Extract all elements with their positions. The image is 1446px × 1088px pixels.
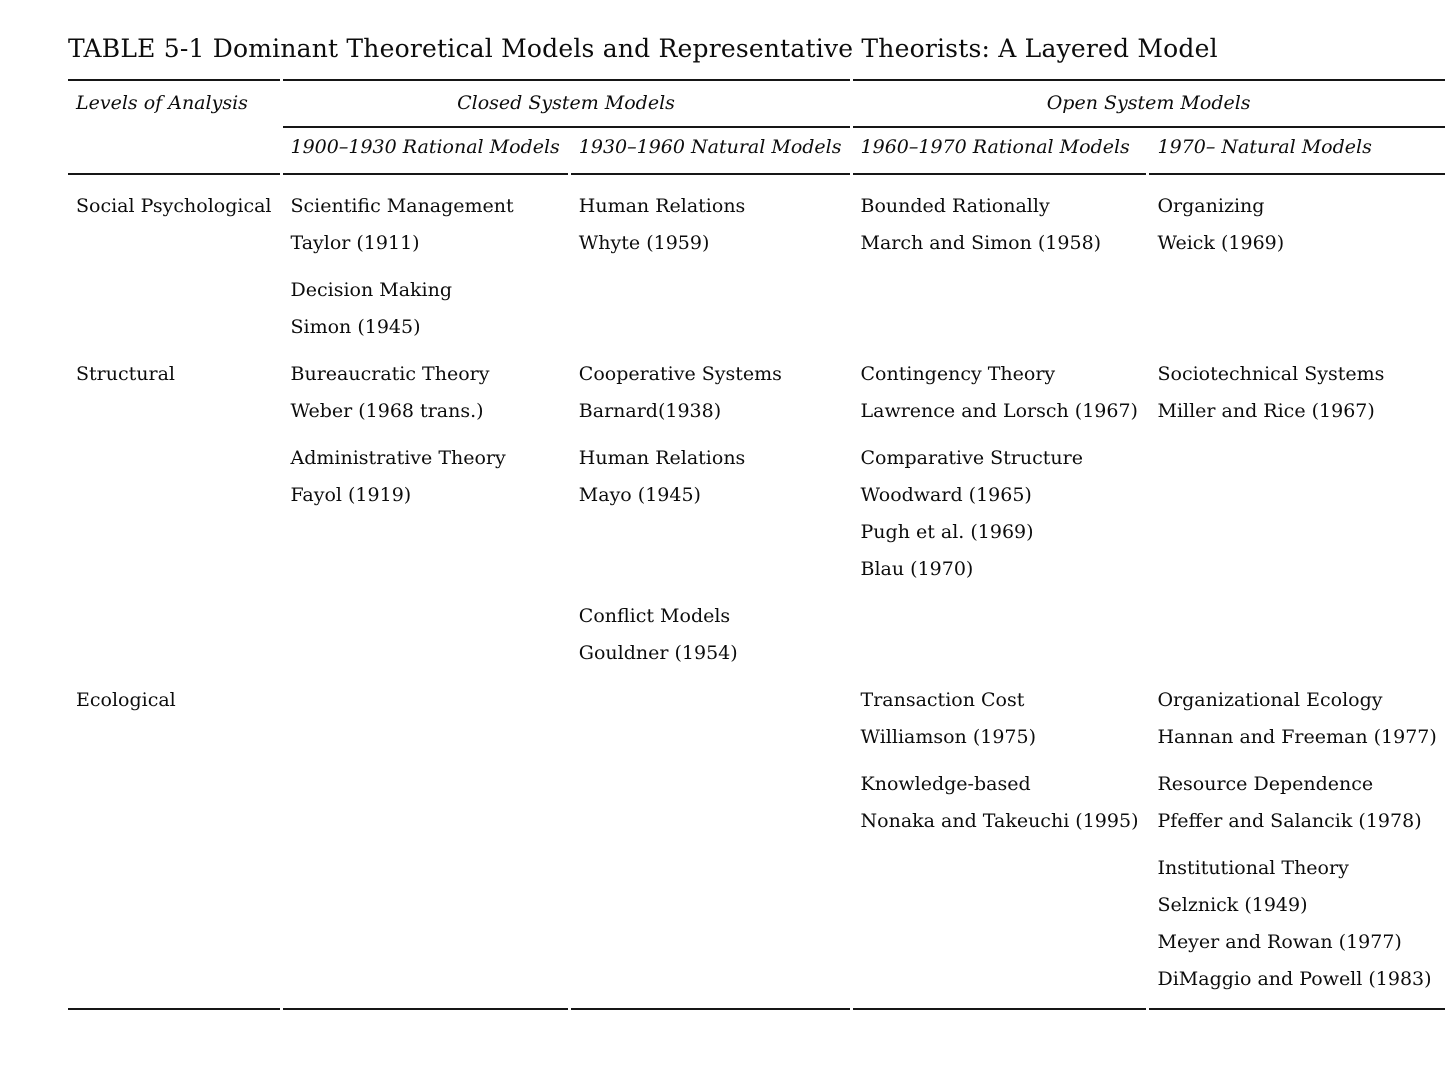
entry-block	[1157, 356, 1436, 430]
empty-cell	[571, 272, 850, 356]
empty-cell	[1149, 272, 1444, 356]
theory-name: Administrative Theory	[290, 447, 506, 469]
empty-cell	[68, 598, 280, 682]
table-cell	[1149, 356, 1444, 440]
theorist-citation: Pfeffer and Salancik (1978)	[1157, 810, 1422, 832]
theorist-citation: Meyer and Rowan (1977)	[1157, 931, 1402, 953]
theory-name: Human Relations	[578, 195, 746, 217]
theorist-citation: Taylor (1911)	[290, 232, 420, 254]
theorist-citation: Weick (1969)	[1157, 232, 1285, 254]
theorist-citation: Selznick (1949)	[1157, 894, 1308, 916]
table-title: TABLE 5-1 Dominant Theoretical Models and Representative Theorists: A Layered Model	[68, 34, 1218, 63]
theory-name: Organizing	[1157, 195, 1265, 217]
theory-name: Bounded Rationally	[860, 195, 1050, 217]
empty-cell	[68, 272, 280, 356]
theorist-citation: Hannan and Freeman (1977)	[1157, 726, 1437, 748]
empty-cell	[283, 850, 568, 1010]
empty-cell	[853, 598, 1147, 682]
theorist-citation: Miller and Rice (1967)	[1157, 400, 1375, 422]
table-cell	[853, 682, 1147, 766]
entry-block	[1157, 766, 1436, 840]
entry-block	[291, 272, 560, 346]
theorist-citation: Blau (1970)	[860, 558, 974, 580]
column-header-1930-1960-natural-models: 1930–1960 Natural Models	[571, 128, 850, 175]
theorist-citation: Simon (1945)	[290, 316, 421, 338]
table-cell	[853, 356, 1147, 440]
empty-cell	[1149, 598, 1444, 682]
theory-name: Resource Dependence	[1157, 773, 1374, 795]
header-group-closed-system-models: Closed System Models	[283, 79, 850, 128]
empty-cell	[571, 682, 850, 766]
empty-cell	[1149, 440, 1444, 598]
group-header-row	[68, 79, 1445, 128]
theorist-citation: Woodward (1965)	[860, 484, 1032, 506]
theorist-citation: Mayo (1945)	[578, 484, 701, 506]
theory-name: Contingency Theory	[860, 363, 1056, 385]
table-row	[68, 175, 1445, 272]
table-cell	[853, 440, 1147, 598]
empty-cell	[283, 682, 568, 766]
table-row	[68, 766, 1445, 850]
theory-name: Transaction Cost	[860, 689, 1025, 711]
header-levels-of-analysis: Levels of Analysis	[68, 79, 280, 128]
layered-model-table	[65, 79, 1446, 1010]
entry-block	[861, 440, 1139, 588]
level-label-cell	[68, 175, 280, 272]
entry-block	[291, 188, 560, 262]
table-cell	[853, 766, 1147, 850]
level-label: Structural	[76, 363, 175, 385]
table-cell	[283, 272, 568, 356]
theory-name: Knowledge-based	[860, 773, 1031, 795]
entry-block	[291, 440, 560, 514]
theory-name: Organizational Ecology	[1157, 689, 1383, 711]
table-row	[68, 356, 1445, 440]
level-label-cell	[68, 356, 280, 440]
table-row	[68, 682, 1445, 766]
table-cell	[283, 440, 568, 598]
column-header-row	[68, 128, 1445, 175]
theorist-citation: Fayol (1919)	[290, 484, 412, 506]
theorist-citation: Gouldner (1954)	[578, 642, 738, 664]
level-label: Ecological	[76, 689, 176, 711]
theorist-citation: Nonaka and Takeuchi (1995)	[860, 810, 1139, 832]
table-cell	[1149, 766, 1444, 850]
empty-cell	[853, 850, 1147, 1010]
entry-block	[1157, 682, 1436, 756]
theorist-citation: DiMaggio and Powell (1983)	[1157, 968, 1432, 990]
theory-name: Institutional Theory	[1157, 857, 1349, 879]
theory-name: Sociotechnical Systems	[1157, 363, 1385, 385]
table-cell	[571, 175, 850, 272]
entry-block	[579, 356, 842, 430]
table-row	[68, 598, 1445, 682]
entry-block	[291, 356, 560, 430]
theorist-citation: Whyte (1959)	[578, 232, 710, 254]
entry-block	[861, 682, 1139, 756]
theorist-citation: Pugh et al. (1969)	[860, 521, 1034, 543]
table-cell	[1149, 175, 1444, 272]
table-cell	[853, 175, 1147, 272]
column-header-1900-1930-rational-models: 1900–1930 Rational Models	[283, 128, 568, 175]
level-label: Social Psychological	[76, 195, 272, 217]
theorist-citation: Barnard(1938)	[578, 400, 722, 422]
entry-block	[579, 188, 842, 262]
entry-block	[1157, 188, 1436, 262]
table-cell	[1149, 682, 1444, 766]
theory-name: Scientific Management	[290, 195, 514, 217]
empty-cell	[283, 766, 568, 850]
entry-block	[861, 356, 1139, 430]
empty-cell	[571, 766, 850, 850]
theorist-citation: Lawrence and Lorsch (1967)	[860, 400, 1138, 422]
table-cell	[283, 356, 568, 440]
theorist-citation: March and Simon (1958)	[860, 232, 1102, 254]
entry-block	[861, 188, 1139, 262]
header-group-open-system-models: Open System Models	[853, 79, 1445, 128]
theory-name: Decision Making	[290, 279, 453, 301]
empty-cell	[853, 272, 1147, 356]
theory-name: Bureaucratic Theory	[290, 363, 490, 385]
table-row	[68, 850, 1445, 1010]
column-header-1970-natural-models: 1970– Natural Models	[1149, 128, 1444, 175]
table-row	[68, 272, 1445, 356]
empty-cell	[68, 440, 280, 598]
level-label-cell	[68, 682, 280, 766]
theory-name: Conflict Models	[578, 605, 731, 627]
table-cell	[1149, 850, 1444, 1010]
table-cell	[571, 440, 850, 598]
theory-name: Comparative Structure	[860, 447, 1083, 469]
theorist-citation: Weber (1968 trans.)	[290, 400, 484, 422]
table-cell	[571, 598, 850, 682]
empty-cell	[571, 850, 850, 1010]
table-cell	[283, 175, 568, 272]
empty-cell	[68, 850, 280, 1010]
table-cell	[571, 356, 850, 440]
column-header-1960-1970-rational-models: 1960–1970 Rational Models	[853, 128, 1147, 175]
theory-name: Cooperative Systems	[578, 363, 782, 385]
table-row	[68, 440, 1445, 598]
theory-name: Human Relations	[578, 447, 746, 469]
empty-cell	[68, 128, 280, 175]
empty-cell	[283, 598, 568, 682]
entry-block	[579, 598, 842, 672]
entry-block	[579, 440, 842, 514]
empty-cell	[68, 766, 280, 850]
entry-block	[861, 766, 1139, 840]
theorist-citation: Williamson (1975)	[860, 726, 1037, 748]
entry-block	[1157, 850, 1436, 998]
